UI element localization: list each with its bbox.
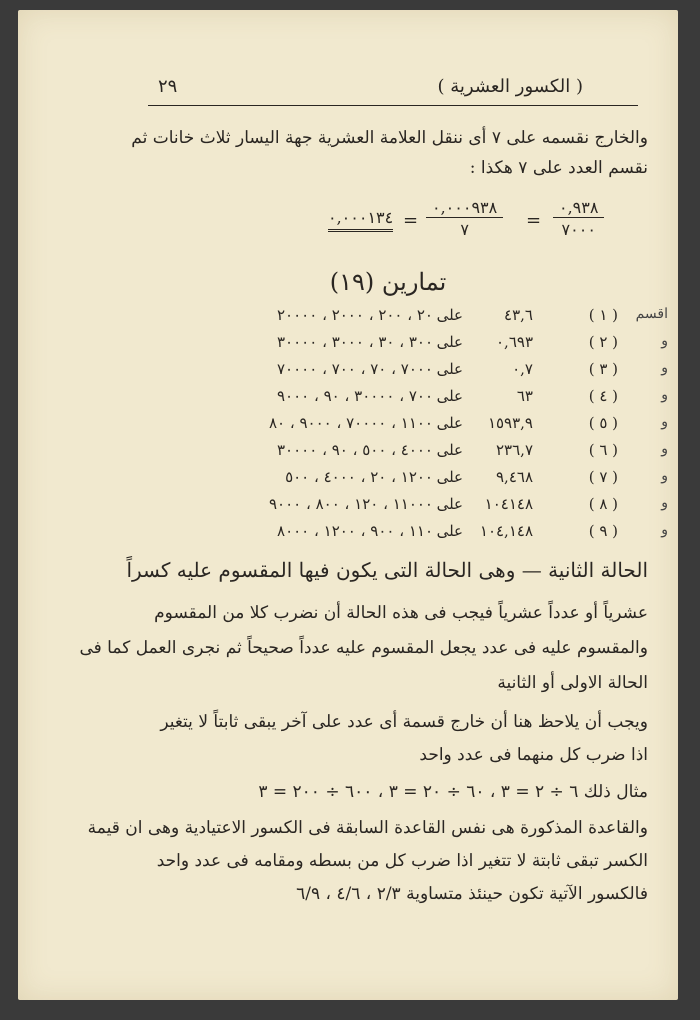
exercise-divisors: ١١٠ ، ٩٠٠ ، ١٢٠٠ ، ٨٠٠٠ [277,522,433,540]
exercise-dividend: ٦٣ [516,387,533,405]
case-2-line-4: الحالة الاولى أو الثانية [497,673,648,693]
case-2-line-1: الحالة الثانية — وهى الحالة التى يكون فيها المقسوم عليه كسراً [126,558,648,582]
exercise-number: ( ٨ ) [588,495,618,513]
division-formula [308,198,638,248]
header-rule [148,105,638,106]
exercise-row [18,441,678,467]
exercise-lead-word: و [661,522,668,538]
exercise-row [18,333,678,359]
exercise-row [18,522,678,548]
exercise-lead-word: و [661,414,668,430]
fraction-1-denominator: ٧٠٠٠ [561,220,596,239]
exercise-dividend: ٢٣٦,٧ [496,441,533,459]
case-2-line-3: والمقسوم عليه فى عدد يجعل المقسوم عليه عدداً صحيحاً ثم نجرى العمل كما فى [79,638,648,658]
exercise-dividend: ٩,٤٦٨ [496,468,533,486]
rule-line-3: فالكسور الآتية تكون حينئذ متساوية ٢/٣ ، ٤/٦ ، ٦/٩ [296,884,648,904]
note-line-2: اذا ضرب كل منهما فى عدد واحد [419,745,648,765]
exercise-dividend: ٠,٦٩٣ [496,333,533,351]
exercise-number: ( ٧ ) [588,468,618,486]
exercise-row [18,495,678,521]
case-2-line-2: عشرياً أو عدداً عشرياً فيجب فى هذه الحالة أن نضرب كلا من المقسوم [154,603,648,623]
exercise-divisors: ٣٠٠ ، ٣٠ ، ٣٠٠٠ ، ٣٠٠٠٠ [277,333,433,351]
exercise-row [18,414,678,440]
exercise-row [18,360,678,386]
exercise-row [18,306,678,332]
exercise-divisors: ٧٠٠ ، ٣٠٠٠٠ ، ٩٠ ، ٩٠٠٠ [277,387,433,405]
fraction-1-numerator: ٠,٩٣٨ [553,198,604,218]
exercise-ala-word: على [436,495,463,513]
page-number: ٢٩ [158,76,178,97]
exercise-ala-word: على [436,468,463,486]
note-line-1: ويجب أن يلاحظ هنا أن خارج قسمة أى عدد على آخر يبقى ثابتاً لا يتغير [160,712,648,732]
page-header [148,72,638,102]
rule-line-2: الكسر تبقى ثابتة لا تتغير اذا ضرب كل من بسطه ومقامه فى عدد واحد [156,851,648,871]
exercise-number: ( ٥ ) [588,414,618,432]
exercise-number: ( ٦ ) [588,441,618,459]
book-page [18,10,678,1000]
exercise-number: ( ٢ ) [588,333,618,351]
exercise-ala-word: على [436,306,463,324]
exercise-dividend: ٠,٧ [512,360,533,378]
exercise-divisors: ٧٠٠٠ ، ٧٠ ، ٧٠٠ ، ٧٠٠٠٠ [277,360,433,378]
exercise-dividend: ١٥٩٣,٩ [487,414,533,432]
exercise-lead-word: و [661,468,668,484]
exercise-row [18,387,678,413]
exercise-dividend: ١٠٤١٤٨ [484,495,533,513]
exercise-ala-word: على [436,414,463,432]
rule-line-1: والقاعدة المذكورة هى نفس القاعدة السابقة فى الكسور الاعتيادية وهى ان قيمة [87,818,648,838]
fraction-2-numerator: ٠,٠٠٠٩٣٨ [426,198,503,218]
exercise-number: ( ١ ) [588,306,618,324]
formula-result: ٠,٠٠٠١٣٤ [328,208,393,232]
exercise-divisors: ٤٠٠٠ ، ٥٠٠ ، ٩٠ ، ٣٠٠٠٠ [277,441,433,459]
exercise-row [18,468,678,494]
exercise-lead-word: و [661,495,668,511]
exercise-ala-word: على [436,522,463,540]
exercise-lead-word: و [661,360,668,376]
exercise-lead-word: و [661,387,668,403]
exercise-lead-word: و [661,333,668,349]
running-title: ( الكسور العشرية ) [437,76,583,97]
exercise-divisors: ١١٠٠٠ ، ١٢٠ ، ٨٠٠ ، ٩٠٠٠ [268,495,433,513]
exercise-ala-word: على [436,333,463,351]
equals-sign-1: = [526,210,542,231]
exercise-dividend: ١٠٤,١٤٨ [479,522,533,540]
exercise-divisors: ١٢٠٠ ، ٢٠ ، ٤٠٠٠ ، ٥٠٠ [285,468,433,486]
exercise-divisors: ١١٠٠ ، ٧٠٠٠٠ ، ٩٠٠٠ ، ٨٠ [268,414,433,432]
exercises-title: تمارين (١٩) [329,268,447,296]
intro-line-1: والخارج نقسمه على ٧ أى ننقل العلامة العشرية جهة اليسار ثلاث خانات ثم [131,128,648,148]
exercise-number: ( ٩ ) [588,522,618,540]
fraction-2 [426,198,503,239]
exercise-lead-word: اقسم [635,306,668,322]
exercise-ala-word: على [436,360,463,378]
equals-sign-2: = [403,210,419,231]
exercise-lead-word: و [661,441,668,457]
exercise-dividend: ٤٣,٦ [504,306,533,324]
fraction-2-denominator: ٧ [460,220,469,239]
intro-line-2: نقسم العدد على ٧ هكذا : [469,158,648,178]
example-line: مثال ذلك ٦ ÷ ٢ = ٣ ، ٦٠ ÷ ٢٠ = ٣ ، ٦٠٠ ÷ ٢٠٠ = ٣ [258,782,648,802]
exercise-number: ( ٤ ) [588,387,618,405]
fraction-1 [553,198,604,239]
exercise-ala-word: على [436,441,463,459]
exercise-number: ( ٣ ) [588,360,618,378]
exercise-ala-word: على [436,387,463,405]
exercise-divisors: ٢٠ ، ٢٠٠ ، ٢٠٠٠ ، ٢٠٠٠٠ [277,306,433,324]
